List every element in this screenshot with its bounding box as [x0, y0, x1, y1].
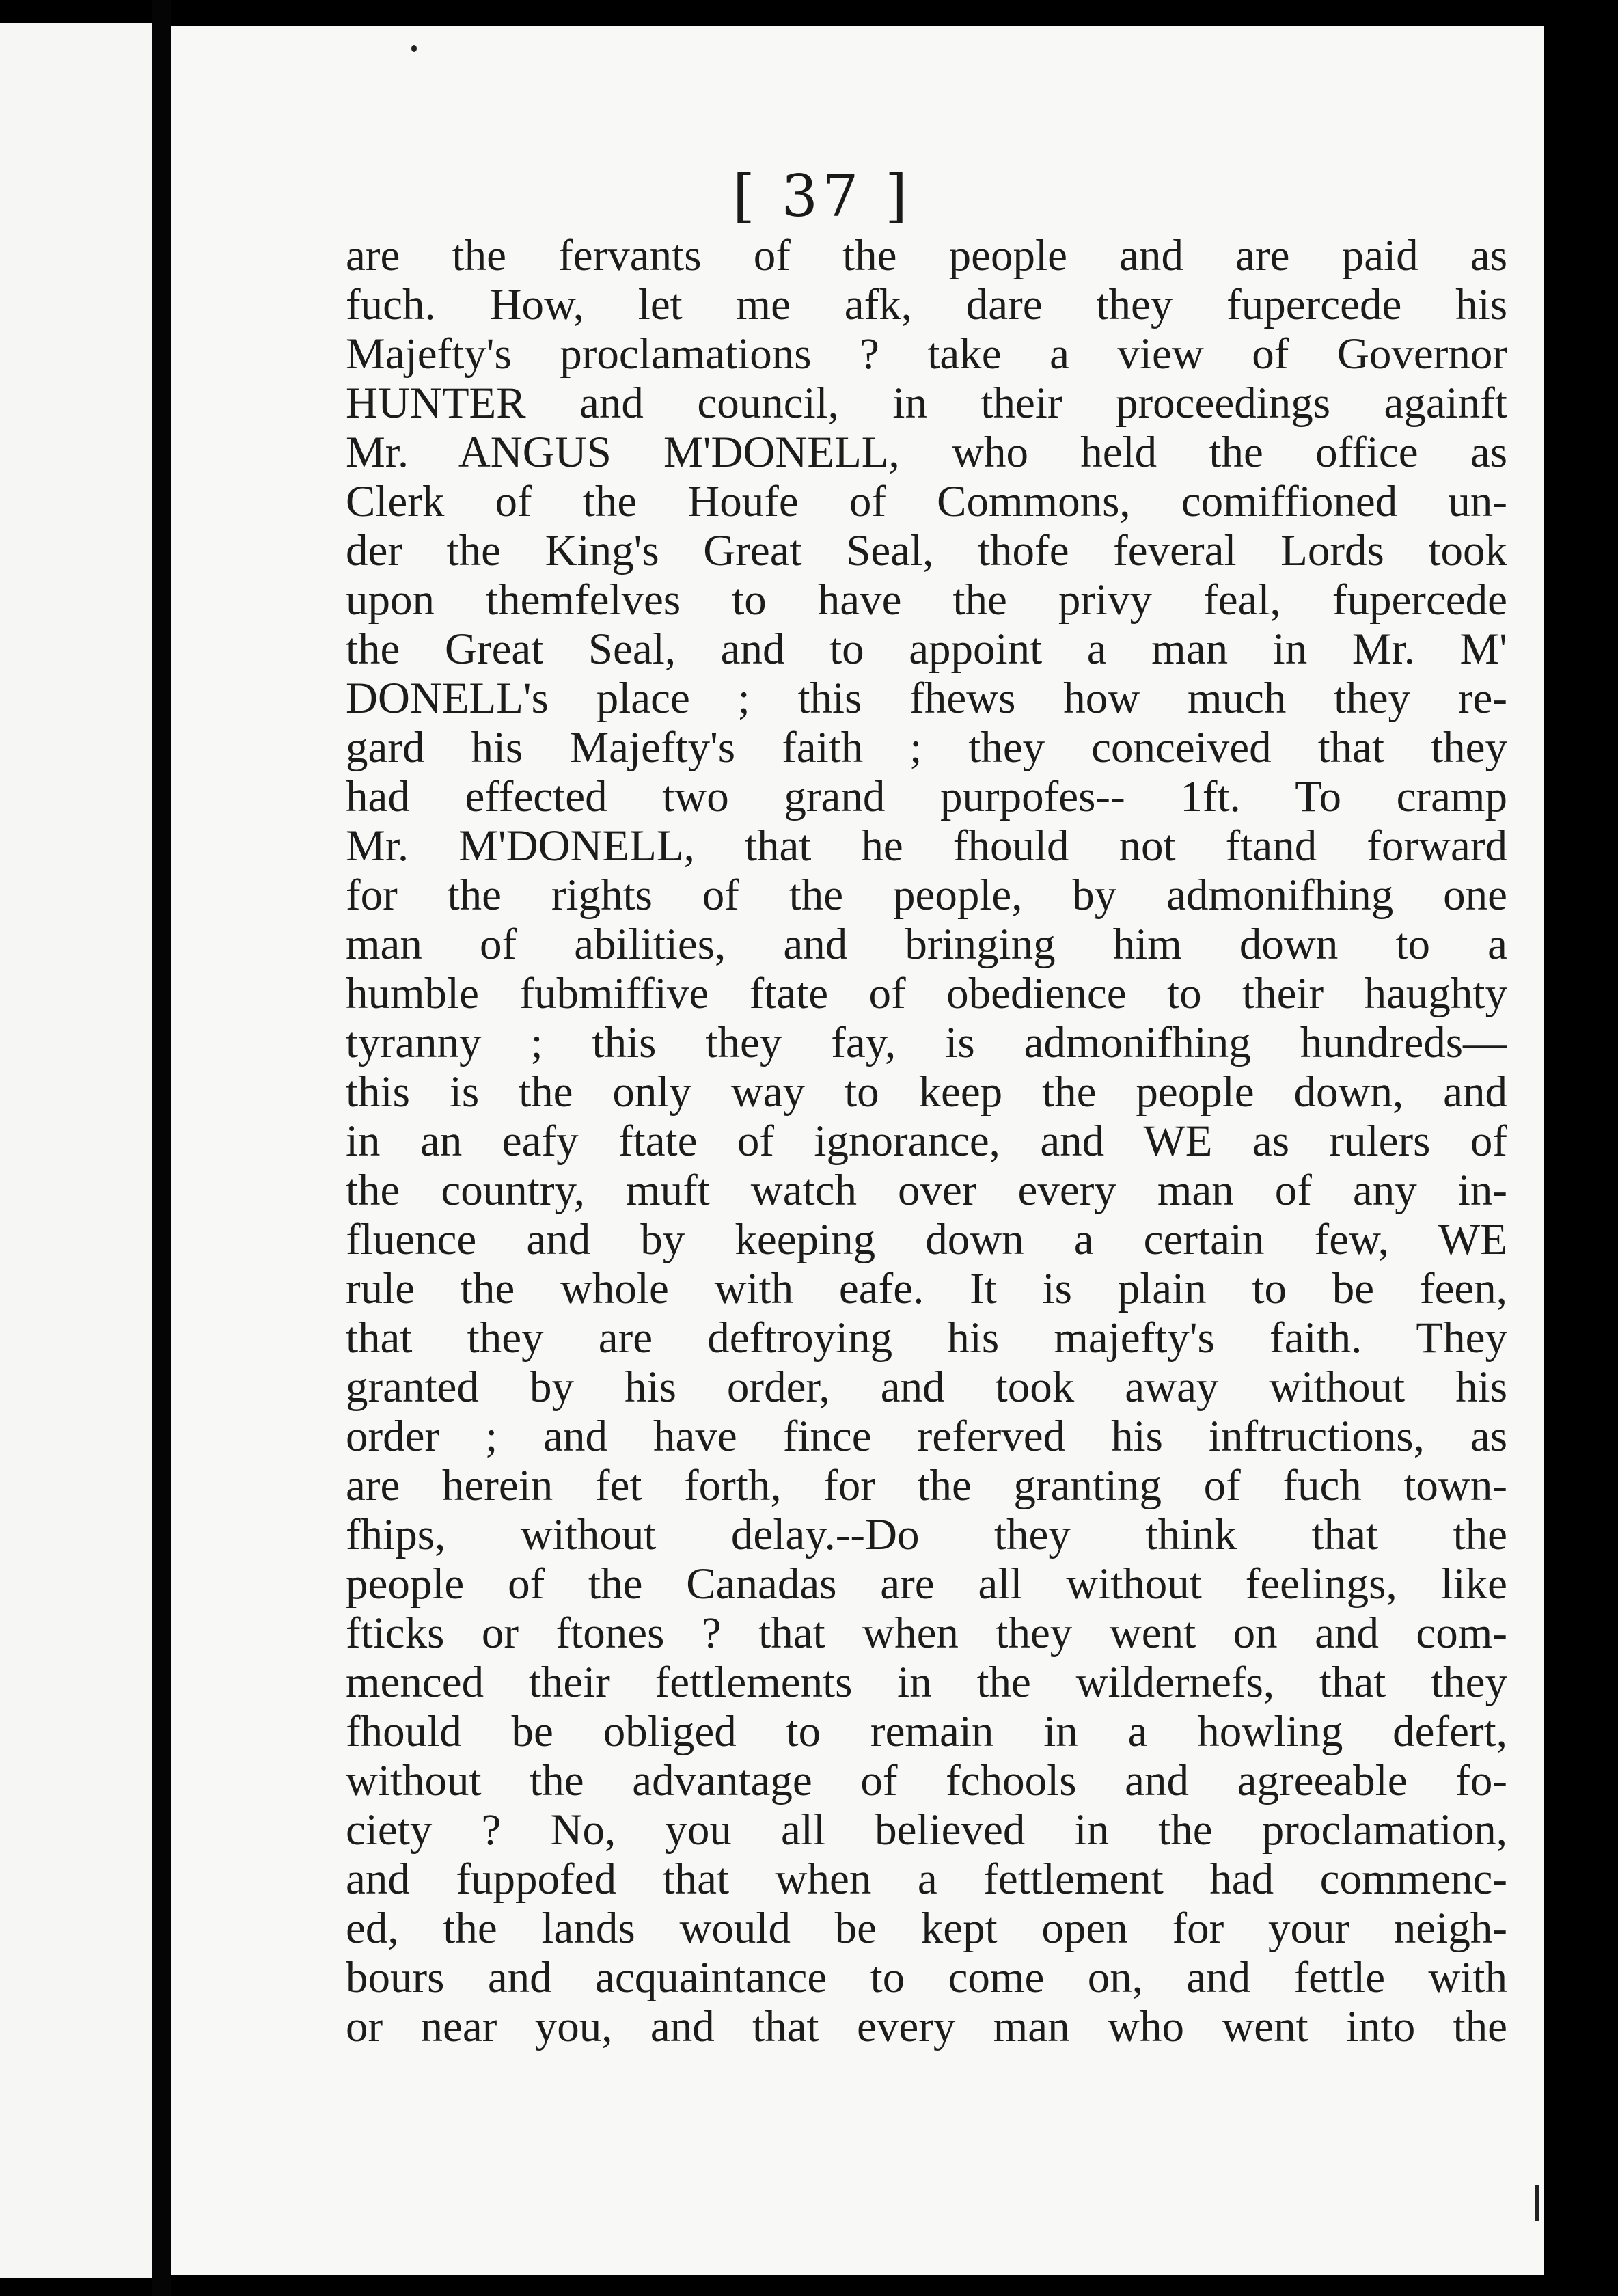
book-gutter [152, 0, 171, 2296]
text-line: der the King's Great Seal, thofe feveral Lords took [346, 526, 1507, 575]
text-line: DONELL's place ; this fhews how much they re- [346, 674, 1507, 723]
text-line: the country, muft watch over every man of any in- [346, 1166, 1507, 1215]
book-page [171, 26, 1544, 2276]
text-line: Clerk of the Houfe of Commons, comiffioned un- [346, 477, 1507, 526]
text-line: the Great Seal, and to appoint a man in Mr. M' [346, 625, 1507, 674]
text-line: had effected two grand purpofes-- 1ft. To cramp [346, 772, 1507, 821]
text-line: fhips, without delay.--Do they think that the [346, 1510, 1507, 1559]
text-line: upon themfelves to have the privy feal, fupercede [346, 575, 1507, 625]
left-page-edge [0, 23, 152, 2278]
page-number: [ 37 ] [732, 163, 911, 230]
text-line: bours and acquaintance to come on, and fettle with [346, 1953, 1507, 2002]
text-line: order ; and have fince referved his inftructions, as [346, 1412, 1507, 1461]
text-line: menced their fettlements in the wildernefs, that they [346, 1658, 1507, 1707]
text-line: are the fervants of the people and are paid as [346, 231, 1507, 280]
text-line: fluence and by keeping down a certain few, WE [346, 1215, 1507, 1264]
text-line: are herein fet forth, for the granting of fuch town- [346, 1461, 1507, 1510]
text-line: this is the only way to keep the people down, and [346, 1067, 1507, 1117]
text-line: man of abilities, and bringing him down to a [346, 920, 1507, 969]
text-line: HUNTER and council, in their proceedings againft [346, 379, 1507, 428]
text-line: ciety ? No, you all believed in the proclamation, [346, 1805, 1507, 1855]
text-line: granted by his order, and took away without his [346, 1363, 1507, 1412]
text-line: people of the Canadas are all without feelings, like [346, 1559, 1507, 1609]
text-line: Mr. ANGUS M'DONELL, who held the office as [346, 428, 1507, 477]
text-line: fuch. How, let me afk, dare they fupercede his [346, 280, 1507, 329]
text-line: Majefty's proclamations ? take a view of Governor [346, 329, 1507, 379]
ink-speck [411, 45, 417, 52]
text-line: tyranny ; this they fay, is admonifhing hundreds— [346, 1018, 1507, 1067]
text-line: and fuppofed that when a fettlement had commenc- [346, 1855, 1507, 1904]
text-line: in an eafy ftate of ignorance, and WE as rulers of [346, 1117, 1507, 1166]
text-line: rule the whole with eafe. It is plain to be feen, [346, 1264, 1507, 1313]
ink-mark [1535, 2185, 1539, 2221]
text-line: for the rights of the people, by admonifhing one [346, 871, 1507, 920]
text-line: Mr. M'DONELL, that he fhould not ftand forward [346, 821, 1507, 871]
text-line: that they are deftroying his majefty's faith. They [346, 1313, 1507, 1363]
text-line: humble fubmiffive ftate of obedience to their haughty [346, 969, 1507, 1018]
text-line: gard his Majefty's faith ; they conceived that they [346, 723, 1507, 772]
text-line: or near you, and that every man who went into the [346, 2002, 1507, 2051]
text-line: ed, the lands would be kept open for your neigh- [346, 1904, 1507, 1953]
scan-border [1544, 0, 1618, 2296]
text-line: fticks or ftones ? that when they went on and com- [346, 1609, 1507, 1658]
text-line: fhould be obliged to remain in a howling defert, [346, 1707, 1507, 1756]
text-line: without the advantage of fchools and agreeable fo- [346, 1756, 1507, 1805]
